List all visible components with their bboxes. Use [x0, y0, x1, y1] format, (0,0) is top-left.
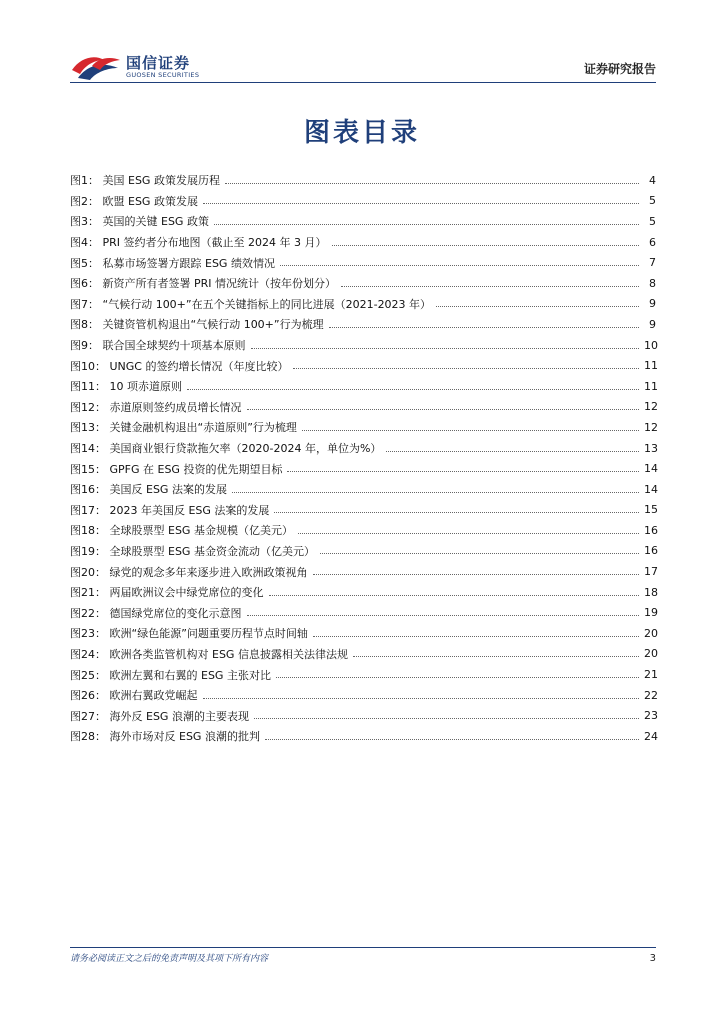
toc-entry[interactable] [70, 541, 656, 562]
toc-entry-page: 17 [644, 565, 658, 579]
toc-entry-page: 15 [644, 503, 658, 517]
toc-entry[interactable] [70, 273, 656, 294]
toc-entry-page: 20 [644, 626, 658, 640]
toc-entry-page: 24 [644, 729, 658, 743]
toc-dot-leader [251, 348, 640, 349]
toc-dot-leader [276, 677, 639, 678]
toc-entry-label: 图4： PRI 签约者分布地图（截止至 2024 年 3 月） [70, 236, 327, 250]
toc-entry-page: 21 [644, 668, 658, 682]
toc-entry[interactable] [70, 520, 656, 541]
toc-dot-leader [187, 389, 639, 390]
toc-entry-label: 图1： 美国 ESG 政策发展历程 [70, 174, 220, 188]
toc-entry[interactable] [70, 479, 656, 500]
toc-entry-label: 图28： 海外市场对反 ESG 浪潮的批判 [70, 730, 260, 744]
toc-entry-page: 8 [649, 276, 656, 290]
toc-entry-page: 11 [644, 379, 658, 393]
toc-entry-page: 4 [649, 173, 656, 187]
toc-entry-label: 图18： 全球股票型 ESG 基金规模（亿美元） [70, 524, 293, 538]
toc-entry-label: 图6： 新资产所有者签署 PRI 情况统计（按年份划分） [70, 277, 337, 291]
table-of-figures [70, 170, 656, 747]
toc-entry[interactable] [70, 438, 656, 459]
toc-entry[interactable] [70, 623, 656, 644]
toc-entry[interactable] [70, 726, 656, 747]
toc-entry-page: 9 [649, 297, 656, 311]
toc-entry-label: 图5： 私募市场签署方跟踪 ESG 绩效情况 [70, 256, 275, 270]
page-title: 图表目录 [303, 118, 420, 148]
toc-dot-leader [280, 265, 639, 266]
report-type-label: 证券研究报告 [583, 62, 656, 76]
toc-entry[interactable] [70, 232, 656, 253]
toc-entry[interactable] [70, 170, 656, 191]
toc-dot-leader [214, 224, 639, 225]
toc-entry-page: 20 [644, 647, 658, 661]
toc-dot-leader [353, 656, 639, 657]
toc-dot-leader [269, 595, 640, 596]
toc-entry-page: 10 [644, 338, 658, 352]
toc-entry-page: 14 [644, 482, 658, 496]
toc-entry-label: 图23： 欧洲“绿色能源”问题重要历程节点时间轴 [70, 627, 308, 641]
toc-entry[interactable] [70, 397, 656, 418]
toc-entry[interactable] [70, 376, 656, 397]
toc-dot-leader [320, 553, 639, 554]
toc-entry-label: 图16： 美国反 ESG 法案的发展 [70, 483, 227, 497]
toc-entry-page: 13 [644, 441, 658, 455]
toc-entry-label: 图3： 英国的关键 ESG 政策 [70, 215, 209, 229]
toc-dot-leader [386, 451, 639, 452]
toc-entry[interactable] [70, 417, 656, 438]
toc-entry-label: 图21： 两届欧洲议会中绿党席位的变化 [70, 586, 264, 600]
logo-text-cn: 国信证券 [126, 54, 191, 72]
toc-dot-leader [274, 512, 639, 513]
logo-text-en: GUOSEN SECURITIES [126, 71, 200, 79]
toc-entry[interactable] [70, 664, 656, 685]
toc-entry-page: 5 [649, 214, 656, 228]
toc-dot-leader [436, 306, 639, 307]
toc-entry[interactable] [70, 294, 656, 315]
toc-dot-leader [247, 615, 640, 616]
toc-entry-page: 16 [644, 544, 658, 558]
toc-entry-label: 图15： GPFG 在 ESG 投资的优先期望目标 [70, 462, 283, 476]
toc-entry-label: 图12： 赤道原则签约成员增长情况 [70, 400, 242, 414]
toc-entry-label: 图13： 关键金融机构退出“赤道原则”行为梳理 [70, 421, 297, 435]
header-divider [70, 82, 656, 83]
page-header [70, 50, 656, 84]
toc-entry[interactable] [70, 458, 656, 479]
toc-entry[interactable] [70, 314, 656, 335]
page-number: 3 [649, 953, 656, 964]
footer-disclaimer: 请务必阅读正文之后的免责声明及其项下所有内容 [70, 954, 269, 964]
toc-entry-label: 图7： “气候行动 100+”在五个关键指标上的同比进展（2021-2023 年） [70, 297, 432, 311]
toc-dot-leader [313, 574, 640, 575]
toc-entry-page: 11 [644, 359, 658, 373]
toc-dot-leader [203, 203, 639, 204]
toc-dot-leader [254, 718, 639, 719]
toc-dot-leader [225, 183, 639, 184]
toc-entry-label: 图20： 绿党的观念多年来逐步进入欧洲政策视角 [70, 565, 308, 579]
toc-entry-label: 图14： 美国商业银行贷款拖欠率（2020-2024 年，单位为%） [70, 442, 382, 456]
toc-entry-page: 7 [649, 256, 656, 270]
toc-dot-leader [313, 636, 639, 637]
toc-entry-label: 图26： 欧洲右翼政党崛起 [70, 689, 198, 703]
toc-entry-page: 16 [644, 523, 658, 537]
toc-dot-leader [287, 471, 639, 472]
toc-entry[interactable] [70, 500, 656, 521]
toc-entry-page: 5 [649, 194, 656, 208]
toc-entry-label: 图17： 2023 年美国反 ESG 法案的发展 [70, 503, 270, 517]
toc-entry[interactable] [70, 355, 656, 376]
toc-entry-page: 6 [649, 235, 656, 249]
toc-dot-leader [293, 368, 639, 369]
toc-entry[interactable] [70, 582, 656, 603]
toc-entry-label: 图25： 欧洲左翼和右翼的 ESG 主张对比 [70, 668, 271, 682]
toc-entry-label: 图24： 欧洲各类监管机构对 ESG 信息披露相关法律法规 [70, 647, 348, 661]
toc-entry-page: 12 [644, 400, 658, 414]
toc-entry-label: 图10： UNGC 的签约增长情况（年度比较） [70, 359, 289, 373]
toc-entry-page: 18 [644, 585, 658, 599]
toc-dot-leader [232, 492, 639, 493]
toc-dot-leader [203, 698, 640, 699]
toc-entry-label: 图8： 关键资管机构退出“气候行动 100+”行为梳理 [70, 318, 324, 332]
toc-dot-leader [265, 739, 639, 740]
toc-entry-label: 图2： 欧盟 ESG 政策发展 [70, 194, 198, 208]
toc-entry-label: 图27： 海外反 ESG 浪潮的主要表现 [70, 709, 249, 723]
toc-entry-label: 图22： 德国绿党席位的变化示意图 [70, 606, 242, 620]
toc-entry[interactable] [70, 602, 656, 623]
toc-entry-page: 19 [644, 606, 658, 620]
toc-entry[interactable] [70, 705, 656, 726]
toc-dot-leader [332, 245, 640, 246]
guosen-logo-icon [70, 52, 122, 82]
toc-entry-label: 图9： 联合国全球契约十项基本原则 [70, 339, 246, 353]
toc-entry[interactable] [70, 211, 656, 232]
toc-entry[interactable] [70, 561, 656, 582]
toc-entry[interactable] [70, 191, 656, 212]
toc-entry[interactable] [70, 685, 656, 706]
toc-entry-page: 9 [649, 317, 656, 331]
toc-dot-leader [329, 327, 639, 328]
toc-dot-leader [302, 430, 639, 431]
toc-entry[interactable] [70, 644, 656, 665]
toc-dot-leader [341, 286, 639, 287]
toc-entry[interactable] [70, 335, 656, 356]
toc-dot-leader [298, 533, 639, 534]
toc-entry-label: 图11： 10 项赤道原则 [70, 380, 182, 394]
toc-entry-page: 12 [644, 420, 658, 434]
company-logo [70, 50, 210, 84]
toc-entry-label: 图19： 全球股票型 ESG 基金资金流动（亿美元） [70, 544, 315, 558]
footer-divider [70, 947, 656, 948]
toc-entry-page: 14 [644, 462, 658, 476]
toc-entry-page: 23 [644, 709, 658, 723]
toc-dot-leader [247, 409, 640, 410]
toc-entry-page: 22 [644, 688, 658, 702]
toc-entry[interactable] [70, 252, 656, 273]
